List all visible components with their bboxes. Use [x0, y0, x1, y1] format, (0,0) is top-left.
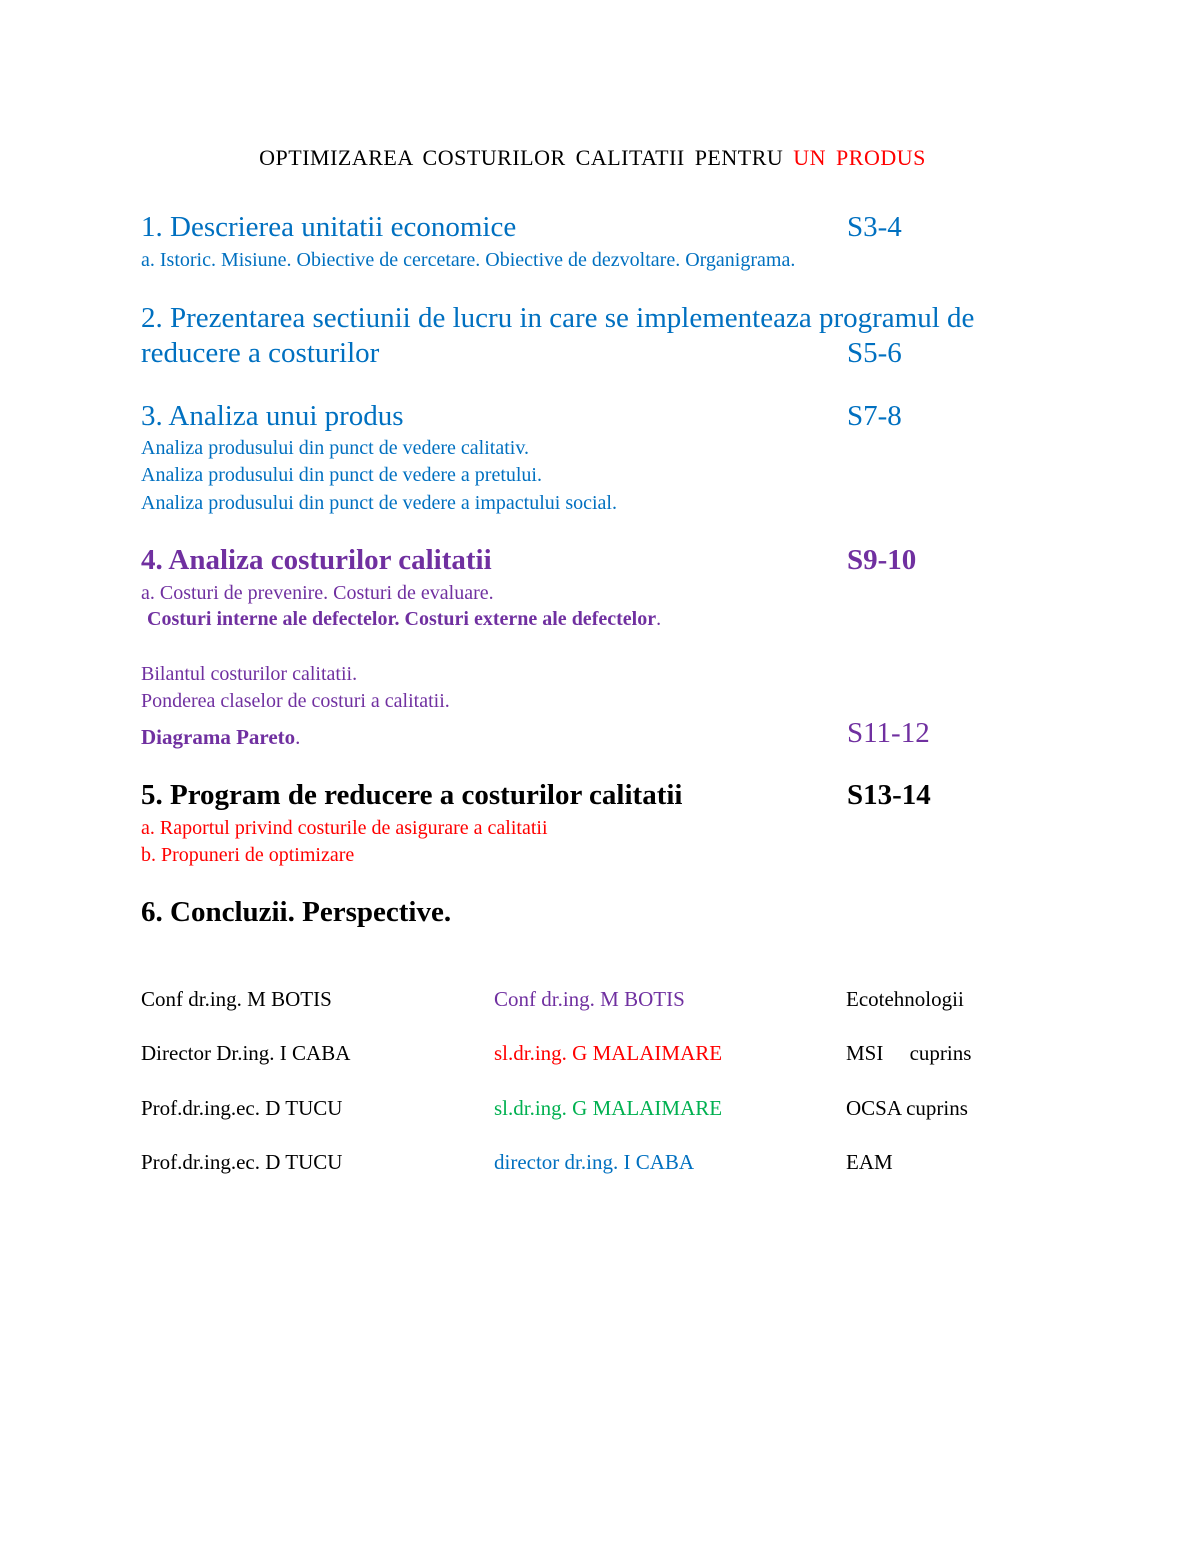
section-1-heading: 1. Descrierea unitatii economice: [141, 211, 517, 243]
section-2-heading-line2: reducere a costurilor: [141, 337, 380, 369]
section-3-item-1: Analiza produsului din punct de vedere calitativ.: [141, 437, 530, 459]
title-highlight: UN PRODUS: [793, 145, 926, 170]
section-3-item-2: Analiza produsului din punct de vedere a pretului.: [141, 464, 542, 486]
section-4-heading: 4. Analiza costurilor calitatii: [141, 544, 492, 576]
section-5-item-b: b. Propuneri de optimizare: [141, 844, 355, 866]
section-5-week: S13-14: [847, 779, 931, 811]
staff-row-4-col1: Prof.dr.ing.ec. D TUCU: [141, 1150, 343, 1174]
section-2-week: S5-6: [847, 337, 902, 369]
staff-row-4-col3: EAM: [846, 1150, 893, 1174]
staff-row-2-col2: sl.dr.ing. G MALAIMARE: [494, 1041, 723, 1065]
section-5-item-a: a. Raportul privind costurile de asigurare a calitatii: [141, 817, 548, 839]
staff-row-3-col2: sl.dr.ing. G MALAIMARE: [494, 1096, 723, 1120]
section-4-bold-text: Costuri interne ale defectelor. Costuri externe ale defectelor: [147, 608, 657, 630]
section-2-heading-line1: 2. Prezentarea sectiunii de lucru in care se implementeaza programul de: [141, 302, 975, 334]
section-6-heading: 6. Concluzii. Perspective.: [141, 896, 452, 928]
staff-row-3-col3: OCSA cuprins: [846, 1096, 968, 1120]
staff-row-1-col1: Conf dr.ing. M BOTIS: [141, 987, 332, 1011]
section-4-line-c: Bilantul costurilor calitatii.: [141, 663, 358, 685]
staff-row-2-col1: Director Dr.ing. I CABA: [141, 1041, 351, 1065]
staff-row-3-col1: Prof.dr.ing.ec. D TUCU: [141, 1096, 343, 1120]
title-main: OPTIMIZAREA COSTURILOR CALITATII PENTRU: [259, 145, 794, 170]
pareto-label: Diagrama Pareto: [141, 725, 296, 749]
section-3-heading: 3. Analiza unui produs: [141, 400, 404, 432]
section-4-line-d: Ponderea claselor de costuri a calitatii.: [141, 690, 450, 712]
section-4-pareto: [141, 725, 300, 750]
section-5-heading: 5. Program de reducere a costurilor calitatii: [141, 779, 683, 811]
section-4-week: S9-10: [847, 544, 917, 576]
staff-row-2-col3: MSI cuprins: [846, 1041, 972, 1065]
document-title: [0, 145, 1185, 171]
section-1-subitem: a. Istoric. Misiune. Obiective de cercetare. Obiective de dezvoltare. Organigrama.: [141, 249, 796, 271]
section-3-item-3: Analiza produsului din punct de vedere a impactului social.: [141, 492, 617, 514]
section-4-bold-end: .: [656, 608, 662, 630]
section-4-pareto-week: S11-12: [847, 717, 930, 749]
section-1-week: S3-4: [847, 211, 902, 243]
pareto-end: .: [295, 725, 301, 749]
staff-row-4-col2: director dr.ing. I CABA: [494, 1150, 695, 1174]
staff-row-1-col2: Conf dr.ing. M BOTIS: [494, 987, 685, 1011]
section-3-week: S7-8: [847, 400, 902, 432]
staff-row-1-col3: Ecotehnologii: [846, 987, 964, 1011]
section-4-line-a: a. Costuri de prevenire. Costuri de evaluare.: [141, 582, 494, 604]
section-4-line-bold: [147, 608, 661, 631]
